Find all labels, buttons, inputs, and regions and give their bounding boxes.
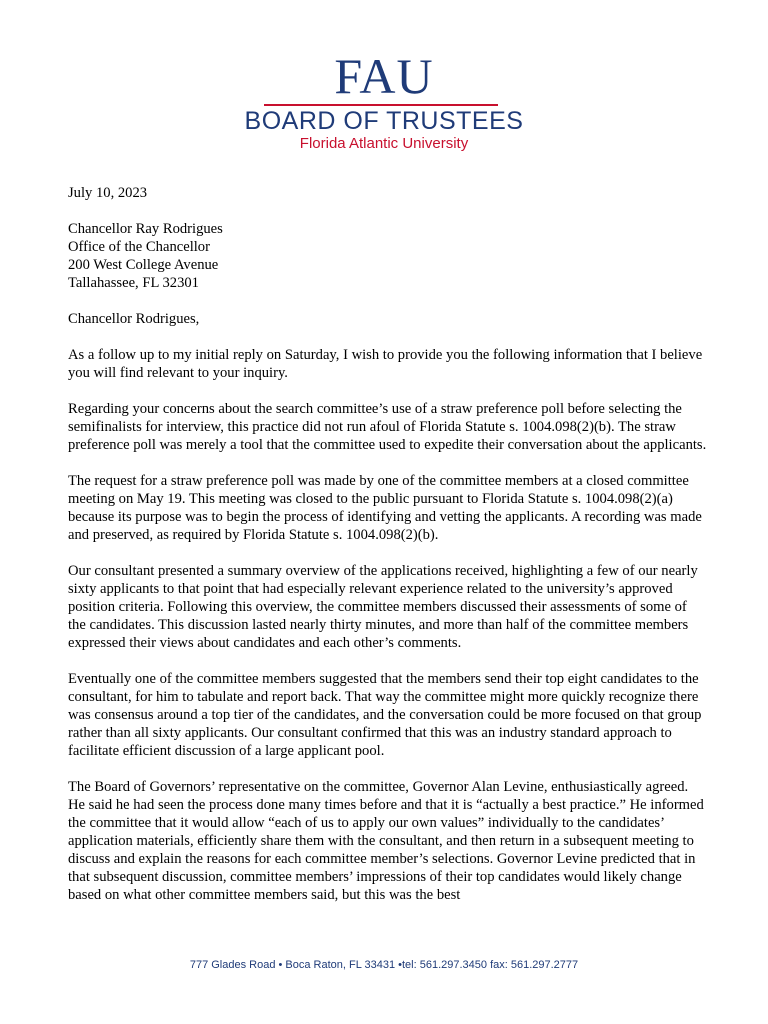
board-of-trustees-title: BOARD OF TRUSTEES [244,107,524,135]
letterhead [0,0,768,160]
letter-date: July 10, 2023 [68,185,148,201]
fau-logo: FAU [334,48,434,104]
paragraph: The request for a straw preference poll was made by one of the committee members at a closed committee meeting on May 19. This meeting was closed to the public pursuant to Florida Statute s. 1004.098(2)(a) because its purpose was to begin the process of identifying and vetting the applicants. A recording was made and preserved, as required by Florida Statute s. 1004.098(2)(b). [68,473,702,543]
paragraph: As a follow up to my initial reply on Saturday, I wish to provide you the following information that I believe you will find relevant to your inquiry. [68,347,703,381]
paragraph: The Board of Governors’ representative on the committee, Governor Alan Levine, enthusiastically agreed. He said he had seen the process done many times before and that it is “actually a best practice.” He informed the committee that it would allow “each of us to apply our own values” individually to the candidates’ application materials, efficiently share them with the consultant, and then return in a subsequent meeting to discuss and explain the reasons for each committee member’s selections. Governor Levine predicted that in that subsequent discussion, committee members’ impressions of their top candidates would likely change based on what other committee members said, but this was the best [68,779,704,903]
recipient-street: 200 West College Avenue [68,257,219,273]
letter-body [68,184,708,922]
paragraph: Our consultant presented a summary overview of the applications received, highlighting a few of our nearly sixty applicants to that point that had especially relevant experience related to the university’s approved position criteria. Following this overview, the committee members discussed their assessments of some of the candidates. This discussion lasted nearly thirty minutes, and more than half of the committee members expressed their views about candidates and each other’s comments. [68,563,698,651]
paragraph: Eventually one of the committee members suggested that the members send their top eight candidates to the consultant, for him to tabulate and report back. That way the committee might more quickly recognize there was consensus around a top tier of the candidates, and the conversation could be more focused on that group rather than all sixty applicants. Our consultant confirmed that this was an industry standard approach to facilitate efficient discussion of a large applicant pool. [68,671,702,759]
salutation: Chancellor Rodrigues, [68,311,200,327]
recipient-city: Tallahassee, FL 32301 [68,275,199,291]
recipient-office: Office of the Chancellor [68,239,210,255]
recipient-name: Chancellor Ray Rodrigues [68,221,223,237]
recipient-address [68,220,708,292]
paragraph: Regarding your concerns about the search committee’s use of a straw preference poll before selecting the semifinalists for interview, this practice did not run afoul of Florida Statute s. 1004.098(2)(b). The straw preference poll was merely a tool that the committee used to expedite their conversation about the applicants. [68,401,707,453]
university-name: Florida Atlantic University [299,135,469,152]
footer-address: 777 Glades Road • Boca Raton, FL 33431 •tel: 561.297.3450 fax: 561.297.2777 [189,959,579,971]
